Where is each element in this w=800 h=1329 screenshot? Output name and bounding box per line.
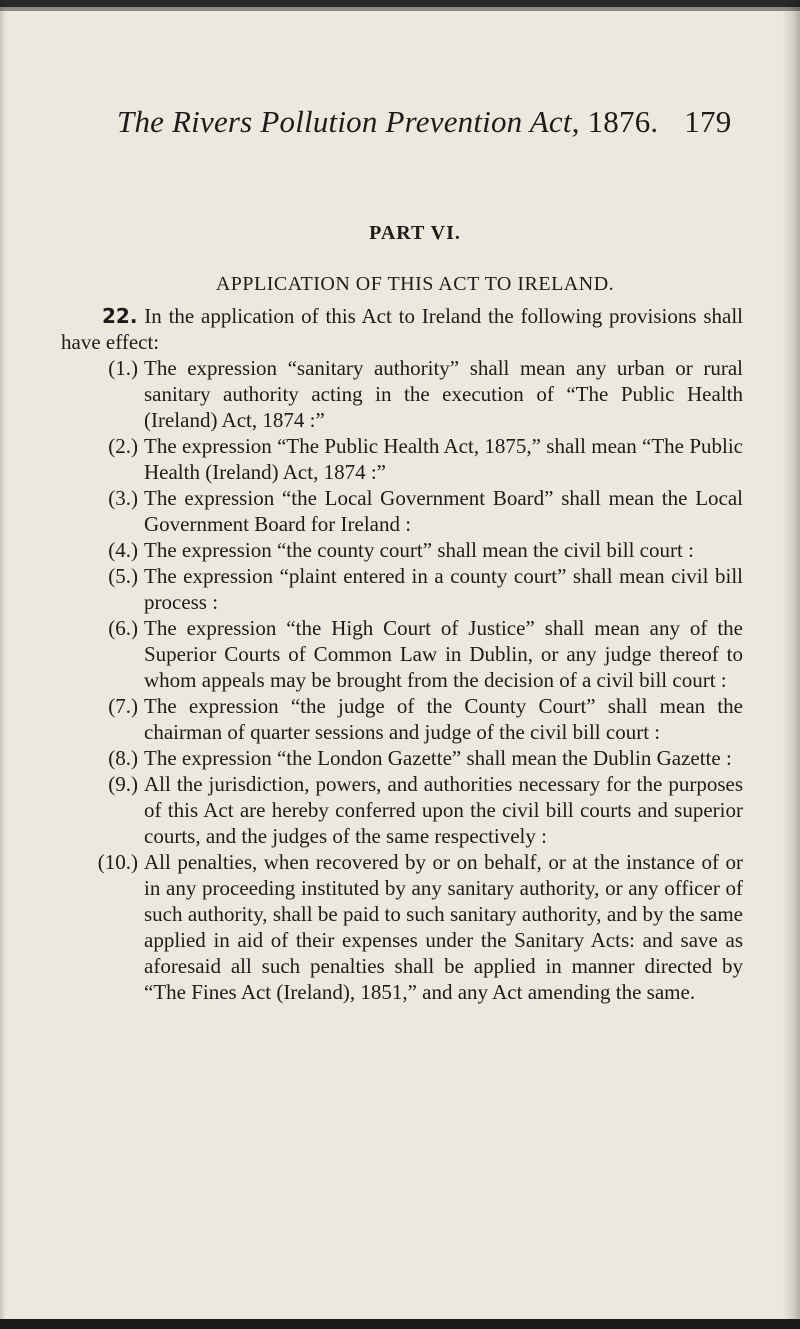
provision-item — [61, 771, 743, 849]
provision-text: The expression “the county court” shall mean the civil bill court : — [144, 538, 694, 562]
provision-number: (1.) — [108, 356, 138, 380]
provision-text: All the jurisdiction, powers, and authorities necessary for the purposes of this Act are hereby conferred upon the civil bill courts and superior courts, and the judges of the same respectively : — [144, 772, 743, 848]
provision-number: (5.) — [108, 564, 138, 588]
provision-text: The expression “plaint entered in a county court” shall mean civil bill process : — [144, 564, 743, 614]
provision-item — [61, 355, 743, 433]
provision-number: (6.) — [108, 616, 138, 640]
provision-item — [61, 615, 743, 693]
running-head — [117, 104, 757, 140]
provision-text: The expression “the judge of the County Court” shall mean the chairman of quarter sessions and judge of the civil bill court : — [144, 694, 743, 744]
provision-item — [61, 537, 743, 563]
provision-number: (9.) — [108, 772, 138, 796]
provision-text: The expression “the High Court of Justice” shall mean any of the Superior Courts of Common Law in Dublin, or any judge thereof to whom appeals may be brought from the decision of a civil bill court : — [144, 616, 743, 692]
provision-text: The expression “sanitary authority” shall mean any urban or rural sanitary authority acting in the execution of “The Public Health (Ireland) Act, 1874 :” — [144, 356, 743, 432]
provision-number: (7.) — [108, 694, 138, 718]
provision-number: (4.) — [108, 538, 138, 562]
section-intro-text: In the application of this Act to Ireland the following provisions shall have effect: — [61, 304, 744, 354]
provision-number: (3.) — [108, 486, 138, 510]
provision-text: The expression “the Local Government Board” shall mean the Local Government Board for Ireland : — [144, 486, 743, 536]
section-number: 22. — [102, 304, 138, 328]
provision-number: (8.) — [108, 746, 138, 770]
provision-item — [61, 693, 743, 745]
provision-item — [61, 563, 743, 615]
provision-number: (10.) — [97, 850, 138, 874]
page-right-edge — [782, 0, 800, 1329]
running-head-year: 1876. — [587, 104, 659, 139]
section-intro — [61, 303, 743, 355]
page-number: 179 — [684, 104, 732, 139]
provision-text: All penalties, when recovered by or on behalf, or at the instance of or in any proceeding instituted by any sanitary authority, or any officer of such authority, shall be paid to such sanitary authority, and by the same applied in aid of their expenses under the Sanitary Acts: and save as aforesaid all such penalties shall be applied in manner directed by “The Fines Act (Ireland), 1851,” and any Act amending the same. — [144, 850, 743, 1004]
page-bottom-edge — [0, 1319, 800, 1329]
part-title: PART VI. — [369, 222, 461, 244]
page-top-edge — [0, 0, 800, 7]
section-body — [61, 303, 743, 1005]
section-heading: APPLICATION OF THIS ACT TO IRELAND. — [215, 273, 615, 295]
provision-item — [61, 745, 743, 771]
provision-number: (2.) — [108, 434, 138, 458]
provision-item — [61, 433, 743, 485]
page-top-edge-shadow — [0, 7, 800, 11]
running-head-title: The Rivers Pollution Prevention Act, — [117, 104, 580, 139]
provision-item — [61, 485, 743, 537]
page-left-edge — [0, 0, 6, 1329]
provision-list — [61, 355, 743, 1005]
provision-text: The expression “The Public Health Act, 1875,” shall mean “The Public Health (Ireland) Act, 1874 :” — [144, 434, 743, 484]
provision-text: The expression “the London Gazette” shall mean the Dublin Gazette : — [144, 746, 732, 770]
provision-item — [61, 849, 743, 1005]
